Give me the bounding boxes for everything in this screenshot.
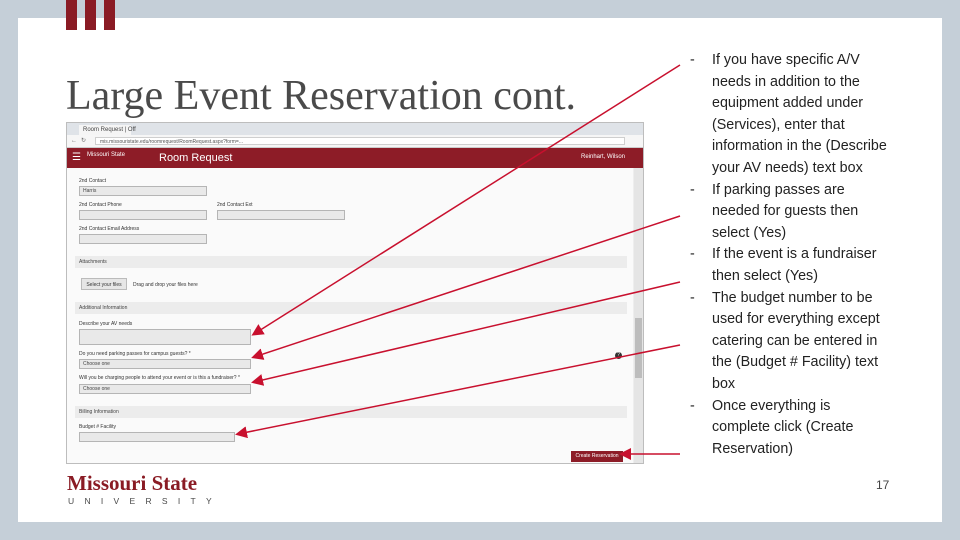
billing-section: Billing Information: [75, 406, 627, 418]
bullet-list: [690, 50, 890, 460]
slide-title: Large Event Reservation cont.: [66, 73, 577, 119]
additional-info-section: Additional Information: [75, 302, 627, 314]
user-menu[interactable]: Reinhart, Wilson: [580, 154, 625, 160]
fundraiser-select[interactable]: Choose one: [79, 384, 251, 394]
fundraiser-question: Will you be charging people to attend your event or is this a fundraiser? *: [79, 375, 240, 381]
back-icon[interactable]: ←: [71, 138, 77, 144]
describe-av-input[interactable]: [79, 329, 251, 345]
reload-icon[interactable]: ↻: [81, 138, 87, 144]
contact-2-phone-label: 2nd Contact Phone: [79, 202, 122, 208]
app-logo: Missouri State: [87, 152, 126, 158]
browser-tab[interactable]: Room Request | Off: [79, 125, 131, 135]
select-files-button[interactable]: Select your files: [81, 278, 127, 290]
contact-2-label: 2nd Contact: [79, 178, 106, 184]
contact-2-ext-input[interactable]: [217, 210, 345, 220]
missouri-state-logo: [67, 472, 227, 512]
contact-2-email-input[interactable]: [79, 234, 207, 244]
bullet-budget: - The budget number to be used for everything except catering can be entered in the (Budget # Facility) text box: [690, 289, 880, 392]
scrollbar[interactable]: [634, 168, 643, 463]
app-title: Room Request: [159, 152, 233, 164]
bullet-create: - Once everything is complete click (Create Reservation): [690, 397, 854, 457]
create-reservation-button[interactable]: Create Reservation: [571, 451, 623, 462]
contact-2-select[interactable]: Harris: [79, 186, 207, 196]
attachments-section: Attachments: [75, 256, 627, 268]
contact-2-email-label: 2nd Contact Email Address: [79, 226, 140, 232]
contact-2-phone-input[interactable]: [79, 210, 207, 220]
logo-name: Missouri State: [67, 471, 198, 495]
room-request-screenshot: [66, 122, 644, 464]
menu-icon[interactable]: ☰: [72, 152, 81, 163]
describe-av-label: Describe your AV needs: [79, 321, 133, 327]
decorative-bars: [66, 0, 118, 30]
bullet-av-needs: - If you have specific A/V needs in addition to the equipment added under (Services), enter that information in the (Describe your AV needs) text box: [690, 52, 887, 176]
form-area: [67, 168, 633, 463]
browser-tab-bar: [67, 123, 643, 135]
page-number: 17: [876, 478, 890, 492]
help-icon[interactable]: ?: [615, 352, 622, 359]
logo-sub: UNIVERSITY: [68, 496, 223, 506]
parking-question: Do you need parking passes for campus guests? *: [79, 351, 191, 357]
bullet-parking: - If parking passes are needed for guests then select (Yes): [690, 181, 859, 241]
url-field[interactable]: mis.missouristate.edu/roomrequest/RoomRequest.aspx?form=...: [95, 137, 625, 145]
app-header: [67, 148, 643, 168]
parking-select[interactable]: Choose one: [79, 359, 251, 369]
browser-address-bar: [67, 135, 643, 148]
contact-2-ext-label: 2nd Contact Ext: [217, 202, 253, 208]
scrollbar-thumb[interactable]: [635, 318, 642, 378]
budget-facility-input[interactable]: [79, 432, 235, 442]
budget-facility-label: Budget # Facility: [79, 424, 116, 430]
bullet-fundraiser: - If the event is a fundraiser then select (Yes): [690, 246, 877, 284]
drag-drop-text: Drag and drop your files here: [133, 282, 198, 288]
